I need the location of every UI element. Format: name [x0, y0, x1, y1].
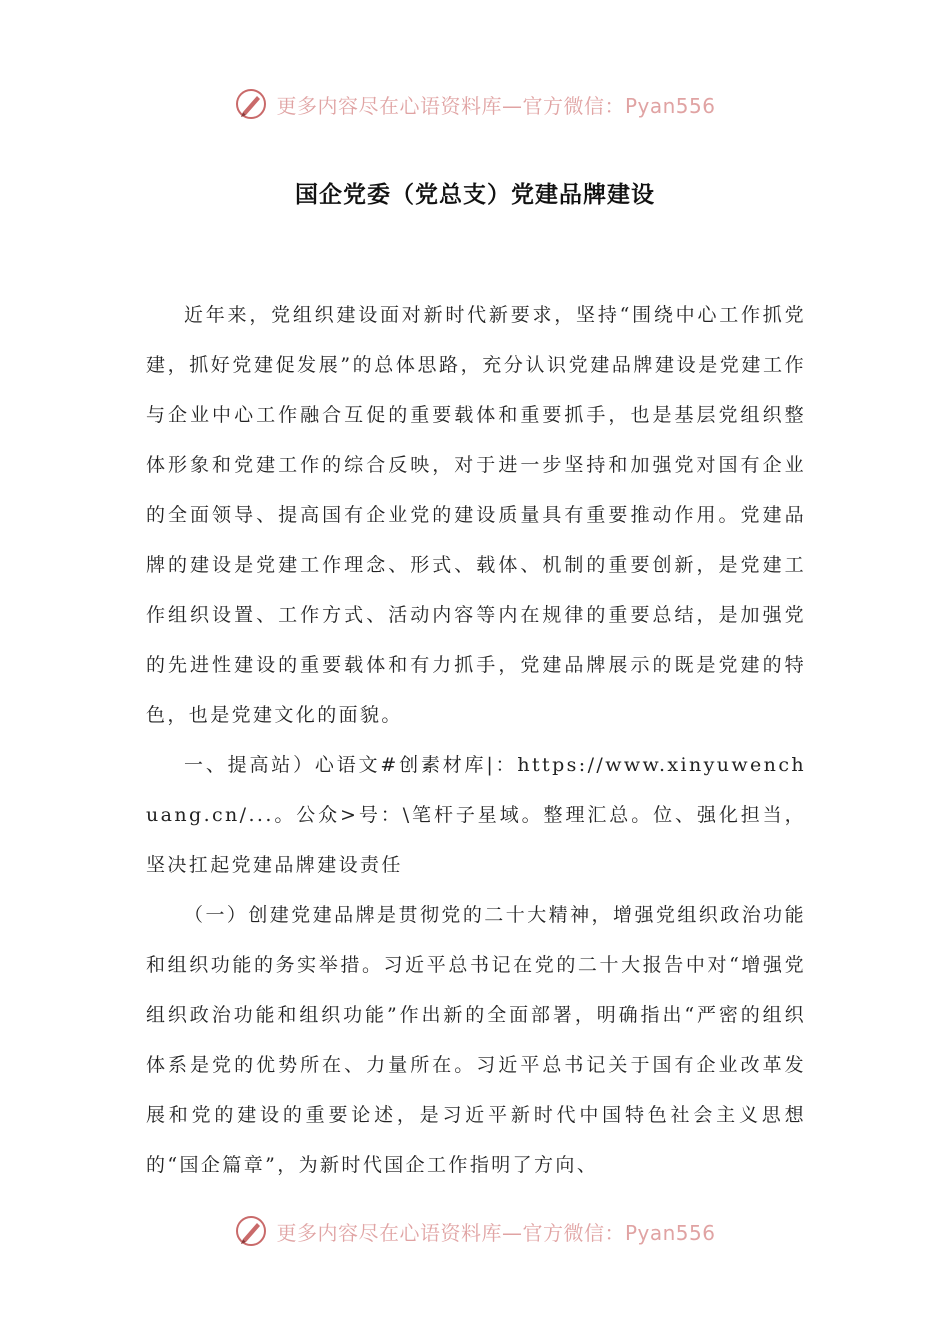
document-body: [146, 290, 806, 1190]
pen-logo-icon: [234, 87, 268, 121]
footer-watermark: [0, 1211, 950, 1251]
paragraph: 近年来，党组织建设面对新时代新要求，坚持“围绕中心工作抓党建，抓好党建促发展”的总体思路，充分认识党建品牌建设是党建工作与企业中心工作融合互促的重要载体和重要抓手，也是基层党组织整体形象和党建工作的综合反映，对于进一步坚持和加强党对国有企业的全面领导、提高国有企业党的建设质量具有重要推动作用。党建品牌的建设是党建工作理念、形式、载体、机制的重要创新，是党建工作组织设置、工作方式、活动内容等内在规律的重要总结，是加强党的先进性建设的重要载体和有力抓手，党建品牌展示的既是党建的特色，也是党建文化的面貌。: [146, 304, 806, 726]
paragraph: 一、提高站）心语文#创素材库|：https://www.xinyuwenchuang.cn/...。公众>号：\笔杆子星域。整理汇总。位、强化担当，坚决扛起党建品牌建设责任: [146, 754, 806, 876]
paragraph: （一）创建党建品牌是贯彻党的二十大精神，增强党组织政治功能和组织功能的务实举措。习近平总书记在党的二十大报告中对“增强党组织政治功能和组织功能”作出新的全面部署，明确指出“严密的组织体系是党的优势所在、力量所在。习近平总书记关于国有企业改革发展和党的建设的重要论述，是习近平新时代中国特色社会主义思想的“国企篇章”，为新时代国企工作指明了方向、: [146, 904, 806, 1176]
watermark-text: 更多内容尽在心语资料库—官方微信：Pyan556: [276, 93, 716, 118]
watermark-text: 更多内容尽在心语资料库—官方微信：Pyan556: [276, 1220, 716, 1245]
document-title: 国企党委（党总支）党建品牌建设: [295, 182, 655, 208]
pen-logo-icon: [234, 1214, 268, 1248]
header-watermark: [0, 84, 950, 124]
